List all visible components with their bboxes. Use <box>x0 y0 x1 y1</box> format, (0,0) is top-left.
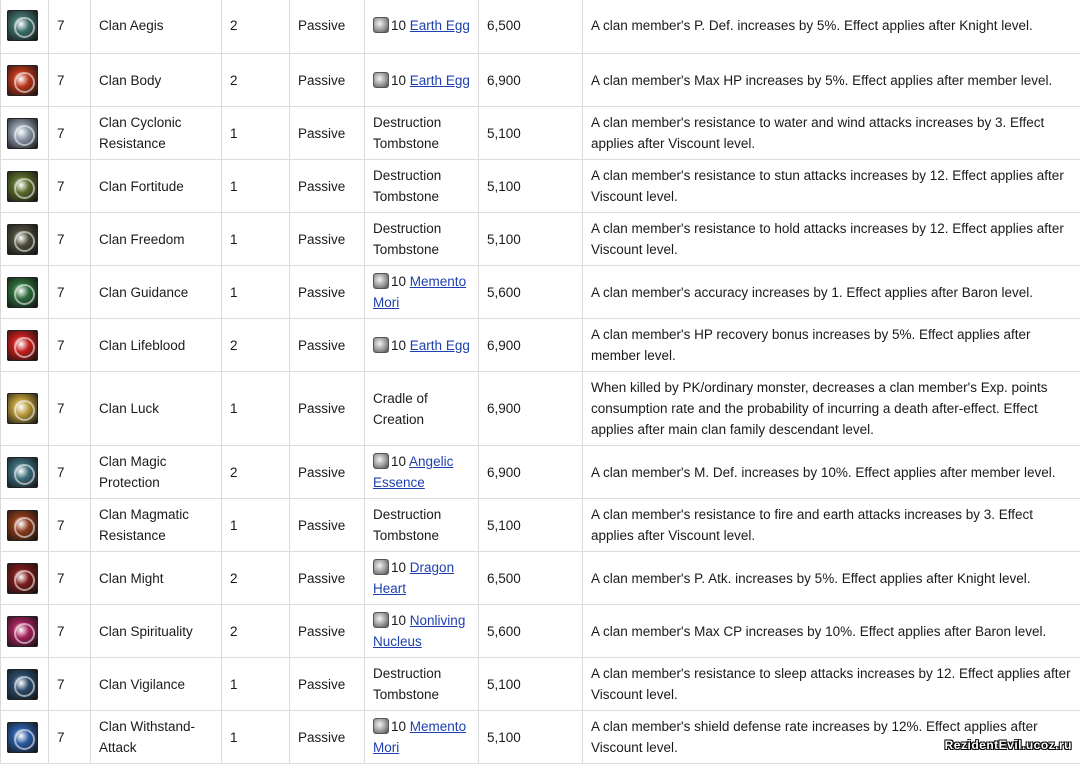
icon-cell <box>1 552 49 605</box>
skill-name: Clan Withstand-Attack <box>91 711 222 764</box>
table-row <box>1 160 1080 213</box>
item-quantity: 10 <box>391 338 406 353</box>
skill-description: A clan member's P. Atk. increases by 5%. Effect applies after Knight level. <box>583 552 1080 605</box>
icon-cell <box>1 711 49 764</box>
clan-might-icon <box>7 563 38 594</box>
skill-type: Passive <box>290 319 365 372</box>
item-link[interactable]: Dragon Heart <box>373 560 454 596</box>
skill-name: Clan Vigilance <box>91 658 222 711</box>
reputation-cost: 6,500 <box>479 0 583 54</box>
reputation-cost: 5,100 <box>479 711 583 764</box>
skill-name: Clan Cyclonic Resistance <box>91 107 222 160</box>
clan-magic-protection-icon <box>7 457 38 488</box>
icon-cell <box>1 107 49 160</box>
skill-description: When killed by PK/ordinary monster, decreases a clan member's Exp. points consumption rate and the probability of incurring a death after-effect. Effect applies after main clan family descendant level. <box>583 372 1080 446</box>
skill-cost-type: 1 <box>222 658 290 711</box>
required-item <box>365 658 479 711</box>
skill-type: Passive <box>290 213 365 266</box>
table-row <box>1 658 1080 711</box>
item-name: Cradle of Creation <box>373 391 428 427</box>
reputation-cost: 5,100 <box>479 499 583 552</box>
item-name: Destruction Tombstone <box>373 115 441 151</box>
skill-cost-type: 1 <box>222 213 290 266</box>
skill-level: 7 <box>49 499 91 552</box>
skill-type: Passive <box>290 107 365 160</box>
clan-magmatic-resistance-icon <box>7 510 38 541</box>
skill-name: Clan Freedom <box>91 213 222 266</box>
reputation-cost: 6,900 <box>479 372 583 446</box>
table-row <box>1 266 1080 319</box>
table-row <box>1 499 1080 552</box>
skill-cost-type: 2 <box>222 54 290 107</box>
skill-description: A clan member's P. Def. increases by 5%. Effect applies after Knight level. <box>583 0 1080 54</box>
reputation-cost: 6,500 <box>479 552 583 605</box>
skill-level: 7 <box>49 213 91 266</box>
item-link[interactable]: Memento Mori <box>373 719 466 755</box>
required-item <box>365 213 479 266</box>
skill-description: A clan member's resistance to stun attacks increases by 12. Effect applies after Viscount level. <box>583 160 1080 213</box>
required-item <box>365 499 479 552</box>
item-link[interactable]: Memento Mori <box>373 274 466 310</box>
skill-description: A clan member's Max CP increases by 10%. Effect applies after Baron level. <box>583 605 1080 658</box>
skill-type: Passive <box>290 499 365 552</box>
reputation-cost: 5,600 <box>479 605 583 658</box>
item-icon <box>373 273 389 289</box>
item-icon <box>373 559 389 575</box>
skill-cost-type: 2 <box>222 605 290 658</box>
skill-name: Clan Magic Protection <box>91 446 222 499</box>
reputation-cost: 6,900 <box>479 54 583 107</box>
required-item <box>365 0 479 54</box>
table-row <box>1 319 1080 372</box>
skill-type: Passive <box>290 552 365 605</box>
skill-type: Passive <box>290 266 365 319</box>
skill-name: Clan Magmatic Resistance <box>91 499 222 552</box>
skill-name: Clan Guidance <box>91 266 222 319</box>
icon-cell <box>1 266 49 319</box>
clan-spirituality-icon <box>7 616 38 647</box>
item-link[interactable]: Earth Egg <box>410 73 470 88</box>
table-row <box>1 605 1080 658</box>
item-quantity: 10 <box>391 454 406 469</box>
icon-cell <box>1 446 49 499</box>
skill-type: Passive <box>290 0 365 54</box>
skill-description: A clan member's resistance to water and wind attacks increases by 3. Effect applies after Viscount level. <box>583 107 1080 160</box>
skill-level: 7 <box>49 372 91 446</box>
item-quantity: 10 <box>391 613 406 628</box>
skill-cost-type: 1 <box>222 266 290 319</box>
skill-name: Clan Body <box>91 54 222 107</box>
item-name: Destruction Tombstone <box>373 507 441 543</box>
required-item <box>365 54 479 107</box>
skill-level: 7 <box>49 266 91 319</box>
skill-level: 7 <box>49 552 91 605</box>
required-item <box>365 266 479 319</box>
reputation-cost: 5,100 <box>479 213 583 266</box>
icon-cell <box>1 0 49 54</box>
skill-type: Passive <box>290 658 365 711</box>
item-icon <box>373 453 389 469</box>
skill-cost-type: 2 <box>222 446 290 499</box>
item-name: Destruction Tombstone <box>373 168 441 204</box>
skill-level: 7 <box>49 319 91 372</box>
skill-type: Passive <box>290 605 365 658</box>
required-item <box>365 711 479 764</box>
skill-description: A clan member's accuracy increases by 1. Effect applies after Baron level. <box>583 266 1080 319</box>
skill-description: A clan member's Max HP increases by 5%. Effect applies after member level. <box>583 54 1080 107</box>
item-quantity: 10 <box>391 560 406 575</box>
icon-cell <box>1 499 49 552</box>
skill-cost-type: 2 <box>222 0 290 54</box>
skill-cost-type: 1 <box>222 372 290 446</box>
table-row <box>1 552 1080 605</box>
item-icon <box>373 72 389 88</box>
icon-cell <box>1 372 49 446</box>
icon-cell <box>1 54 49 107</box>
skill-level: 7 <box>49 711 91 764</box>
reputation-cost: 6,900 <box>479 446 583 499</box>
clan-cyclonic-resistance-icon <box>7 118 38 149</box>
icon-cell <box>1 658 49 711</box>
item-link[interactable]: Earth Egg <box>410 18 470 33</box>
required-item <box>365 160 479 213</box>
required-item <box>365 319 479 372</box>
skill-description: A clan member's resistance to fire and earth attacks increases by 3. Effect applies after Viscount level. <box>583 499 1080 552</box>
item-icon <box>373 612 389 628</box>
reputation-cost: 5,100 <box>479 160 583 213</box>
skill-name: Clan Fortitude <box>91 160 222 213</box>
required-item <box>365 372 479 446</box>
site-watermark: RezidentEvil.ucoz.ru <box>945 738 1072 752</box>
skill-name: Clan Aegis <box>91 0 222 54</box>
skill-name: Clan Might <box>91 552 222 605</box>
table-row <box>1 0 1080 54</box>
skill-level: 7 <box>49 0 91 54</box>
reputation-cost: 5,600 <box>479 266 583 319</box>
skill-name: Clan Lifeblood <box>91 319 222 372</box>
item-link[interactable]: Nonliving Nucleus <box>373 613 465 649</box>
skill-level: 7 <box>49 446 91 499</box>
clan-lifeblood-icon <box>7 330 38 361</box>
clan-guidance-icon <box>7 277 38 308</box>
clan-aegis-icon <box>7 10 38 41</box>
item-icon <box>373 17 389 33</box>
required-item <box>365 605 479 658</box>
required-item <box>365 446 479 499</box>
item-link[interactable]: Angelic Essence <box>373 454 453 490</box>
skill-description: A clan member's HP recovery bonus increases by 5%. Effect applies after member level. <box>583 319 1080 372</box>
reputation-cost: 5,100 <box>479 107 583 160</box>
icon-cell <box>1 605 49 658</box>
skill-cost-type: 2 <box>222 552 290 605</box>
skill-name: Clan Spirituality <box>91 605 222 658</box>
skill-cost-type: 2 <box>222 319 290 372</box>
item-link[interactable]: Earth Egg <box>410 338 470 353</box>
clan-fortitude-icon <box>7 171 38 202</box>
table-row <box>1 54 1080 107</box>
skill-name: Clan Luck <box>91 372 222 446</box>
skill-cost-type: 1 <box>222 499 290 552</box>
icon-cell <box>1 319 49 372</box>
skill-level: 7 <box>49 107 91 160</box>
clan-withstand-attack-icon <box>7 722 38 753</box>
required-item <box>365 552 479 605</box>
clan-vigilance-icon <box>7 669 38 700</box>
skill-level: 7 <box>49 658 91 711</box>
skill-type: Passive <box>290 372 365 446</box>
skill-type: Passive <box>290 446 365 499</box>
icon-cell <box>1 213 49 266</box>
item-name: Destruction Tombstone <box>373 666 441 702</box>
clan-luck-icon <box>7 393 38 424</box>
skill-level: 7 <box>49 605 91 658</box>
item-name: Destruction Tombstone <box>373 221 441 257</box>
required-item <box>365 107 479 160</box>
item-icon <box>373 337 389 353</box>
skill-cost-type: 1 <box>222 160 290 213</box>
skill-type: Passive <box>290 160 365 213</box>
skill-type: Passive <box>290 711 365 764</box>
item-quantity: 10 <box>391 719 406 734</box>
item-quantity: 10 <box>391 73 406 88</box>
skill-description: A clan member's shield defense rate increases by 12%. Effect applies after Viscount level. <box>583 711 1080 764</box>
skill-description: A clan member's M. Def. increases by 10%. Effect applies after member level. <box>583 446 1080 499</box>
table-row <box>1 372 1080 446</box>
reputation-cost: 5,100 <box>479 658 583 711</box>
item-icon <box>373 718 389 734</box>
table-row <box>1 107 1080 160</box>
icon-cell <box>1 160 49 213</box>
skill-level: 7 <box>49 160 91 213</box>
table-row <box>1 446 1080 499</box>
item-quantity: 10 <box>391 18 406 33</box>
skill-description: A clan member's resistance to hold attacks increases by 12. Effect applies after Viscount level. <box>583 213 1080 266</box>
item-quantity: 10 <box>391 274 406 289</box>
reputation-cost: 6,900 <box>479 319 583 372</box>
clan-body-icon <box>7 65 38 96</box>
skill-description: A clan member's resistance to sleep attacks increases by 12. Effect applies after Viscount level. <box>583 658 1080 711</box>
skill-cost-type: 1 <box>222 711 290 764</box>
clan-freedom-icon <box>7 224 38 255</box>
skill-type: Passive <box>290 54 365 107</box>
skill-cost-type: 1 <box>222 107 290 160</box>
table-row <box>1 213 1080 266</box>
table-row <box>1 711 1080 764</box>
skill-level: 7 <box>49 54 91 107</box>
